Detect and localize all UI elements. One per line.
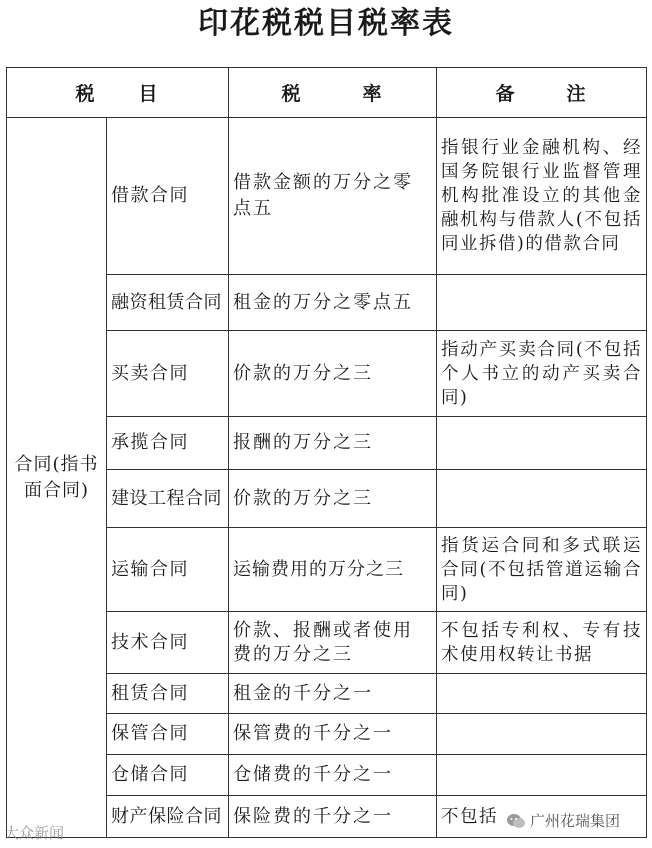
row-rate: 保险费的千分之一 (229, 796, 437, 838)
row-rate: 报酬的万分之三 (229, 417, 437, 470)
row-rate: 租金的万分之零点五 (229, 275, 437, 331)
row-item: 技术合同 (107, 612, 229, 674)
row-item: 仓储合同 (107, 755, 229, 796)
page-title: 印花税税目税率表 (198, 6, 454, 41)
row-item: 承揽合同 (107, 417, 229, 470)
header-item (7, 68, 229, 118)
header-note-char-1: 备 (495, 83, 517, 105)
row-item: 保管合同 (107, 714, 229, 755)
row-note (437, 417, 647, 470)
header-item-char-2: 目 (138, 83, 160, 105)
row-note: 不包括专利权、专有技术使用权转让书据 (437, 612, 647, 674)
header-rate-char-2: 率 (362, 83, 384, 105)
row-item: 财产保险合同 (107, 796, 229, 838)
row-note: 指动产买卖合同(不包括个人书立的动产买卖合同) (437, 331, 647, 417)
header-note-char-2: 注 (566, 83, 588, 105)
header-item-char-1: 税 (75, 83, 97, 105)
table-row (7, 118, 647, 275)
row-rate: 借款金额的万分之零点五 (229, 118, 437, 275)
row-rate: 价款、报酬或者使用费的万分之三 (229, 612, 437, 674)
row-item: 买卖合同 (107, 331, 229, 417)
row-item: 租赁合同 (107, 674, 229, 714)
category-cell: 合同(指书面合同) (7, 118, 107, 838)
row-note (437, 755, 647, 796)
row-note (437, 470, 647, 528)
row-note: 不包括 (437, 796, 647, 838)
header-rate (229, 68, 437, 118)
tax-rate-table (6, 67, 647, 838)
row-item: 融资租赁合同 (107, 275, 229, 331)
row-item: 建设工程合同 (107, 470, 229, 528)
row-rate: 价款的万分之三 (229, 470, 437, 528)
watermark-right-text: 广州花瑞集团 (530, 812, 621, 830)
header-rate-char-1: 税 (281, 83, 303, 105)
table-header-row (7, 68, 647, 118)
row-rate: 价款的万分之三 (229, 331, 437, 417)
row-note (437, 275, 647, 331)
row-rate: 运输费用的万分之三 (229, 528, 437, 612)
row-item: 运输合同 (107, 528, 229, 612)
watermark-right (502, 808, 624, 833)
row-note (437, 714, 647, 755)
wechat-icon (506, 813, 526, 829)
row-rate: 保管费的千分之一 (229, 714, 437, 755)
row-rate: 租金的千分之一 (229, 674, 437, 714)
row-rate: 仓储费的千分之一 (229, 755, 437, 796)
row-note: 指货运合同和多式联运合同(不包括管道运输合同) (437, 528, 647, 612)
header-note (437, 68, 647, 118)
row-note (437, 674, 647, 714)
row-item: 借款合同 (107, 118, 229, 275)
row-note: 指银行业金融机构、经国务院银行业监督管理机构批准设立的其他金融机构与借款人(不包括同业拆借)的借款合同 (437, 118, 647, 275)
watermark-left: 大众新闻 (4, 824, 65, 842)
